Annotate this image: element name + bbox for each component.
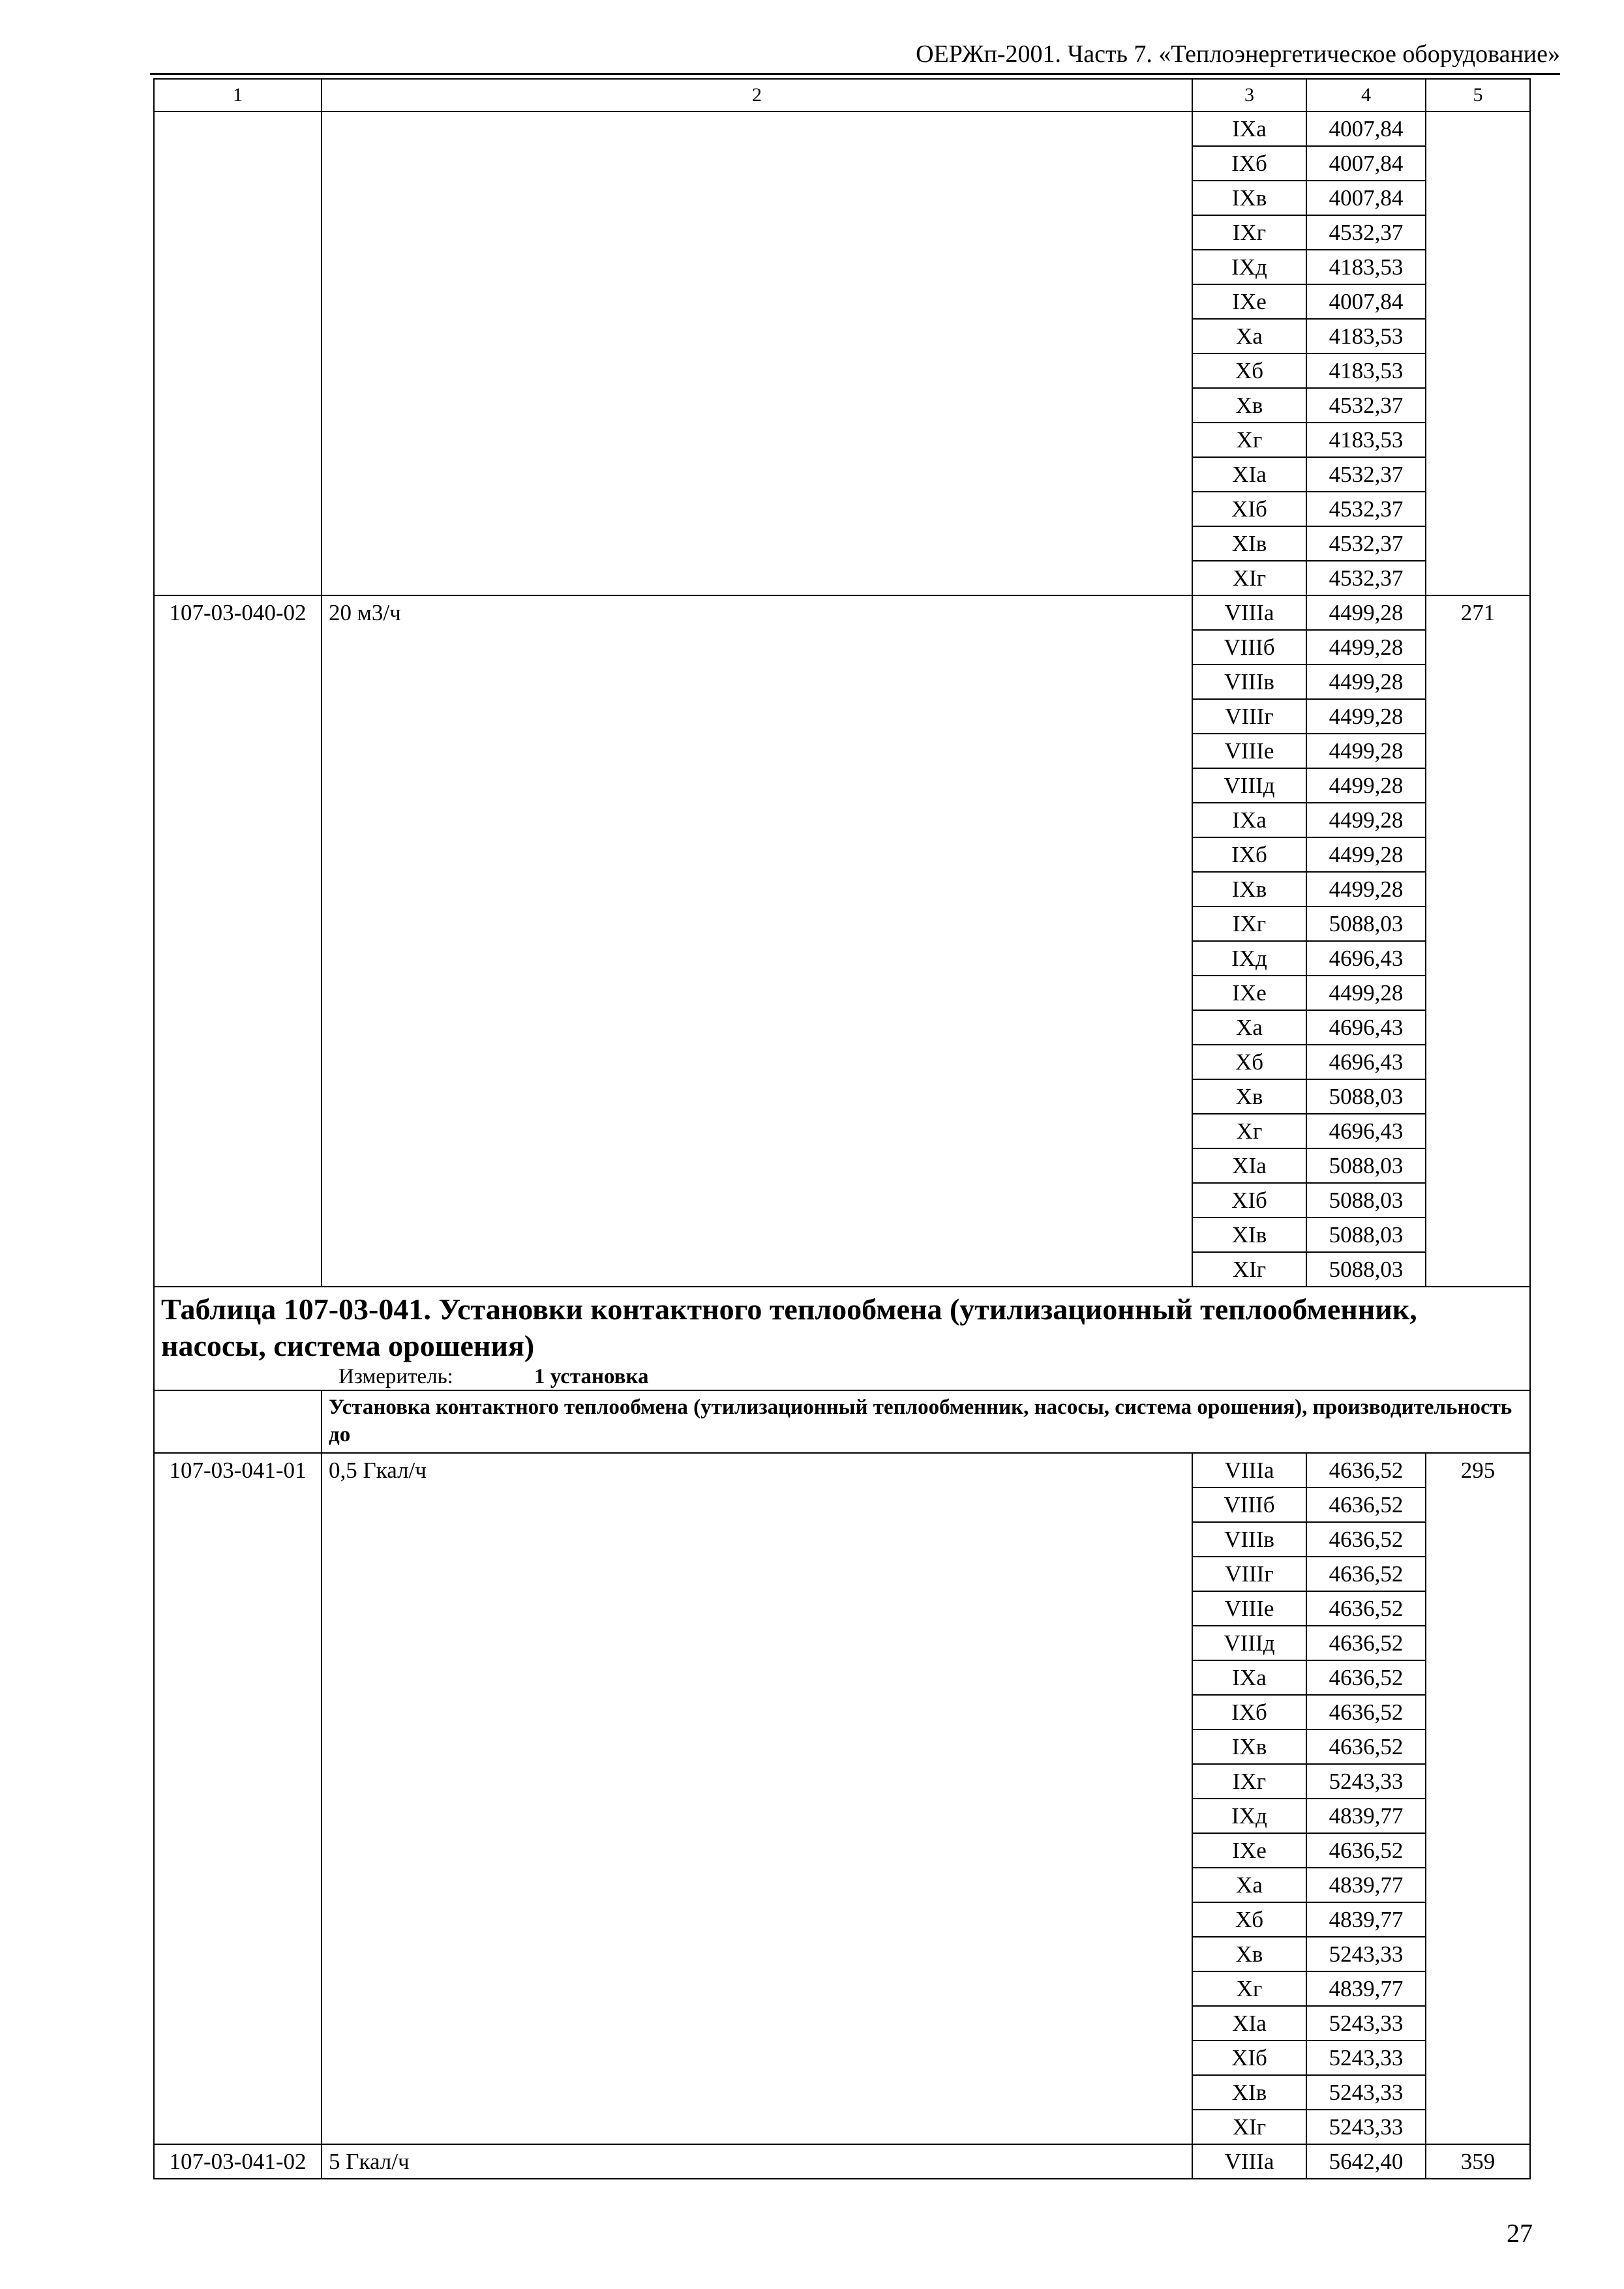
zone-cell: IXв [1192, 181, 1306, 215]
zone-cell: Xа [1192, 319, 1306, 353]
price-cell: 5243,33 [1306, 1937, 1426, 1971]
zone-cell: IXг [1192, 1764, 1306, 1799]
table-title: Таблица 107-03-041. Установки контактного теплообмена (утилизационный теплообменник, насосы, система орошения) [154, 1287, 1530, 1364]
zone-cell: XIа [1192, 457, 1306, 492]
measure-row [154, 1364, 1530, 1390]
price-cell: 4636,52 [1306, 1557, 1426, 1591]
price-cell: 4499,28 [1306, 595, 1426, 630]
table-row [154, 1453, 1530, 1488]
zone-cell: IXе [1192, 976, 1306, 1010]
zone-cell: Xв [1192, 1079, 1306, 1114]
header-rule [150, 73, 1560, 75]
price-cell: 4636,52 [1306, 1660, 1426, 1695]
price-cell: 4007,84 [1306, 284, 1426, 319]
price-cell: 4839,77 [1306, 1971, 1426, 2006]
price-cell: 4499,28 [1306, 803, 1426, 837]
zone-cell: Xа [1192, 1868, 1306, 1902]
rate-code: 107-03-041-02 [154, 2144, 322, 2179]
price-cell: 4839,77 [1306, 1902, 1426, 1937]
rate-code: 107-03-040-02 [154, 595, 322, 1287]
price-cell: 5088,03 [1306, 1079, 1426, 1114]
zone-cell: XIв [1192, 526, 1306, 561]
zone-cell: XIб [1192, 492, 1306, 526]
zone-cell: XIб [1192, 2041, 1306, 2075]
zone-cell: XIв [1192, 1218, 1306, 1252]
price-cell: 5088,03 [1306, 1148, 1426, 1183]
intro-spacer [154, 1390, 322, 1453]
zone-cell: VIIIа [1192, 595, 1306, 630]
price-cell: 4183,53 [1306, 319, 1426, 353]
price-cell: 4499,28 [1306, 837, 1426, 872]
price-cell: 4532,37 [1306, 215, 1426, 250]
table-row [154, 112, 1530, 146]
price-cell: 5088,03 [1306, 906, 1426, 941]
price-table [153, 78, 1531, 2179]
zone-cell: VIIIг [1192, 699, 1306, 734]
zone-cell: XIг [1192, 2110, 1306, 2144]
price-cell: 4007,84 [1306, 112, 1426, 146]
zone-cell: IXв [1192, 872, 1306, 906]
table-row [154, 2144, 1530, 2179]
price-cell: 4532,37 [1306, 457, 1426, 492]
rate-code: 107-03-041-01 [154, 1453, 322, 2144]
rate-name: 20 м3/ч [322, 595, 1192, 1287]
price-cell: 4532,37 [1306, 561, 1426, 595]
zone-cell: XIб [1192, 1183, 1306, 1218]
zone-cell: VIIIв [1192, 665, 1306, 699]
price-cell: 4499,28 [1306, 768, 1426, 803]
zone-cell: Xб [1192, 1045, 1306, 1079]
price-cell: 4636,52 [1306, 1591, 1426, 1626]
price-cell: 4499,28 [1306, 734, 1426, 768]
zone-cell: Xв [1192, 388, 1306, 423]
price-cell: 5088,03 [1306, 1218, 1426, 1252]
zone-cell: VIIIе [1192, 1591, 1306, 1626]
page-header: ОЕРЖп-2001. Часть 7. «Теплоэнергетическое оборудование» [916, 40, 1560, 68]
section-intro: Установка контактного теплообмена (утилизационный теплообменник, насосы, система орошения), производительность до [322, 1390, 1530, 1453]
zone-cell: IXд [1192, 250, 1306, 284]
price-cell: 4839,77 [1306, 1799, 1426, 1833]
zone-cell: VIIIа [1192, 1453, 1306, 1488]
price-cell: 4532,37 [1306, 526, 1426, 561]
price-cell: 4532,37 [1306, 492, 1426, 526]
rate-name [322, 112, 1192, 595]
zone-cell: IXб [1192, 146, 1306, 181]
zone-cell: IXб [1192, 837, 1306, 872]
zone-cell: Xа [1192, 1010, 1306, 1045]
zone-cell: VIIIб [1192, 1488, 1306, 1522]
column-number: 2 [322, 79, 1192, 112]
price-cell: 5243,33 [1306, 2075, 1426, 2110]
measure-value: 1 установка [534, 1365, 649, 1388]
price-cell: 4532,37 [1306, 388, 1426, 423]
price-cell: 4636,52 [1306, 1729, 1426, 1764]
zone-cell: Xб [1192, 1902, 1306, 1937]
zone-cell: IXа [1192, 1660, 1306, 1695]
price-cell: 5088,03 [1306, 1183, 1426, 1218]
price-cell: 4696,43 [1306, 941, 1426, 976]
zone-cell: IXг [1192, 215, 1306, 250]
price-cell: 4636,52 [1306, 1488, 1426, 1522]
section-intro-row [154, 1390, 1530, 1453]
price-cell: 4499,28 [1306, 665, 1426, 699]
price-cell: 4183,53 [1306, 250, 1426, 284]
price-cell: 5088,03 [1306, 1252, 1426, 1287]
price-cell: 4007,84 [1306, 181, 1426, 215]
zone-cell: VIIIд [1192, 1626, 1306, 1660]
column-number-row [154, 79, 1530, 112]
price-cell: 4839,77 [1306, 1868, 1426, 1902]
zone-cell: XIв [1192, 2075, 1306, 2110]
price-cell: 4696,43 [1306, 1010, 1426, 1045]
price-cell: 4636,52 [1306, 1453, 1426, 1488]
price-cell: 4636,52 [1306, 1626, 1426, 1660]
zone-cell: IXд [1192, 1799, 1306, 1833]
price-cell: 4636,52 [1306, 1522, 1426, 1557]
zone-cell: IXе [1192, 1833, 1306, 1868]
column-number: 4 [1306, 79, 1426, 112]
rate-name: 5 Гкал/ч [322, 2144, 1192, 2179]
table-row [154, 595, 1530, 630]
price-cell: 4007,84 [1306, 146, 1426, 181]
measure-label: Измеритель: [338, 1365, 453, 1388]
price-cell: 4499,28 [1306, 872, 1426, 906]
rate-code [154, 112, 322, 595]
price-cell: 4696,43 [1306, 1045, 1426, 1079]
price-cell: 5243,33 [1306, 1764, 1426, 1799]
price-cell: 5243,33 [1306, 2110, 1426, 2144]
price-cell: 4183,53 [1306, 423, 1426, 457]
zone-cell: XIг [1192, 561, 1306, 595]
zone-cell: Xб [1192, 353, 1306, 388]
col5-cell: 271 [1426, 595, 1530, 1287]
zone-cell: Xг [1192, 1971, 1306, 2006]
price-cell: 4499,28 [1306, 630, 1426, 665]
zone-cell: IXв [1192, 1729, 1306, 1764]
zone-cell: VIIIв [1192, 1522, 1306, 1557]
zone-cell: VIIIд [1192, 768, 1306, 803]
zone-cell: VIIIе [1192, 734, 1306, 768]
column-number: 3 [1192, 79, 1306, 112]
price-cell: 5243,33 [1306, 2006, 1426, 2041]
price-cell: 4636,52 [1306, 1695, 1426, 1729]
zone-cell: VIIIа [1192, 2144, 1306, 2179]
price-cell: 4499,28 [1306, 976, 1426, 1010]
zone-cell: XIа [1192, 1148, 1306, 1183]
column-number: 5 [1426, 79, 1530, 112]
zone-cell: VIIIб [1192, 630, 1306, 665]
zone-cell: IXа [1192, 803, 1306, 837]
zone-cell: IXа [1192, 112, 1306, 146]
price-cell: 5642,40 [1306, 2144, 1426, 2179]
zone-cell: XIг [1192, 1252, 1306, 1287]
zone-cell: Xг [1192, 423, 1306, 457]
table-title-row [154, 1287, 1530, 1364]
price-cell: 4636,52 [1306, 1833, 1426, 1868]
zone-cell: IXг [1192, 906, 1306, 941]
zone-cell: IXб [1192, 1695, 1306, 1729]
zone-cell: IXд [1192, 941, 1306, 976]
price-cell: 4499,28 [1306, 699, 1426, 734]
zone-cell: Xг [1192, 1114, 1306, 1148]
price-cell: 5243,33 [1306, 2041, 1426, 2075]
zone-cell: VIIIг [1192, 1557, 1306, 1591]
col5-cell: 295 [1426, 1453, 1530, 2144]
page-number: 27 [1507, 2219, 1533, 2248]
rate-name: 0,5 Гкал/ч [322, 1453, 1192, 2144]
zone-cell: Xв [1192, 1937, 1306, 1971]
measure-cell [154, 1364, 1530, 1390]
col5-cell [1426, 112, 1530, 595]
col5-cell: 359 [1426, 2144, 1530, 2179]
price-cell: 4183,53 [1306, 353, 1426, 388]
zone-cell: XIа [1192, 2006, 1306, 2041]
price-cell: 4696,43 [1306, 1114, 1426, 1148]
zone-cell: IXе [1192, 284, 1306, 319]
column-number: 1 [154, 79, 322, 112]
